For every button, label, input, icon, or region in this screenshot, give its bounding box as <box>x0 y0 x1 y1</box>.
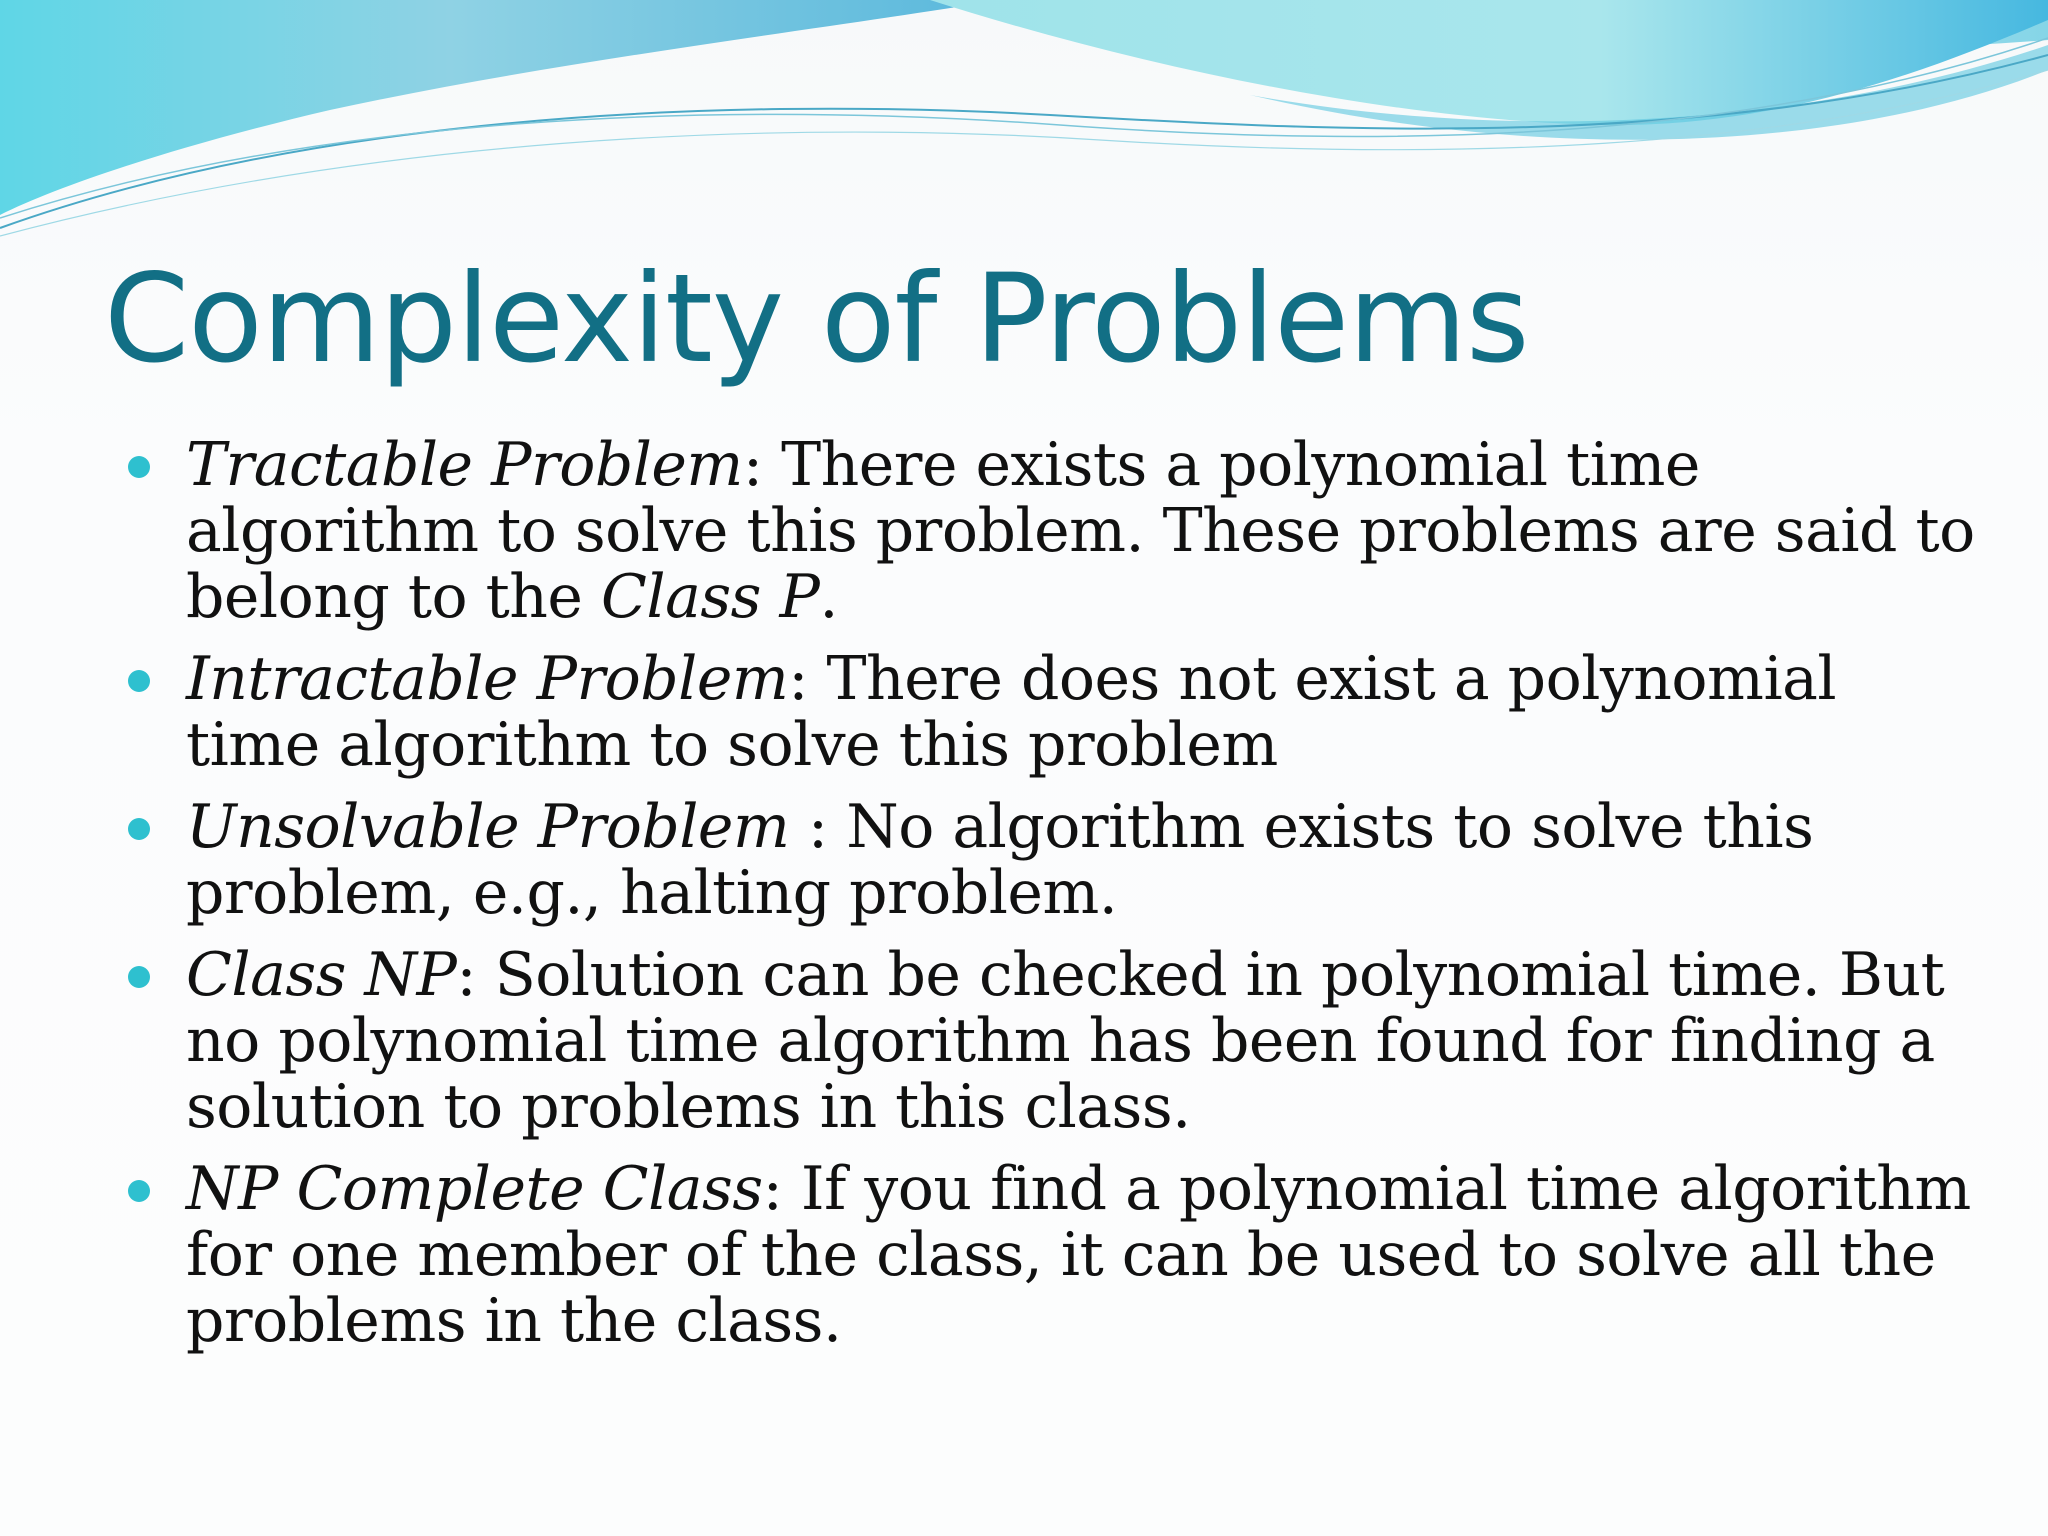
bullet-text: : There does not exist a polynomial time algorithm to solve this problem <box>186 644 1837 780</box>
bullet-term: NP Complete Class <box>186 1154 763 1224</box>
bullet-dot-icon <box>128 670 150 692</box>
bullet-term: Tractable Problem <box>186 430 743 500</box>
bullet-text: : There exists a polynomial time algorithm to solve this problem. These problems are said to belong to the <box>186 430 1975 632</box>
bullet-item-tractable <box>186 432 1986 630</box>
bullet-dot-icon <box>128 456 150 478</box>
bullet-term: Class NP <box>186 940 457 1010</box>
slide-title: Complexity of Problems <box>104 248 1529 390</box>
bullet-term-class-p: Class P <box>601 562 820 632</box>
bullet-item-np-complete <box>186 1156 1986 1354</box>
bullet-dot-icon <box>128 966 150 988</box>
bullet-list <box>186 432 1986 1370</box>
bullet-term: Intractable Problem <box>186 644 789 714</box>
bullet-text: : No algorithm exists to solve this problem, e.g., halting problem. <box>186 792 1814 928</box>
bullet-text: : Solution can be checked in polynomial time. But no polynomial time algorithm has been found for finding a solution to problems in this class. <box>186 940 1945 1142</box>
header-wave-decoration <box>0 0 2048 260</box>
bullet-text: : If you find a polynomial time algorithm for one member of the class, it can be used to solve all the problems in the class. <box>186 1154 1971 1356</box>
bullet-item-intractable <box>186 646 1986 778</box>
bullet-item-class-np <box>186 942 1986 1140</box>
bullet-item-unsolvable <box>186 794 1986 926</box>
bullet-term: Unsolvable Problem <box>186 792 808 862</box>
bullet-dot-icon <box>128 818 150 840</box>
bullet-dot-icon <box>128 1180 150 1202</box>
bullet-text-tail: . <box>819 562 838 632</box>
